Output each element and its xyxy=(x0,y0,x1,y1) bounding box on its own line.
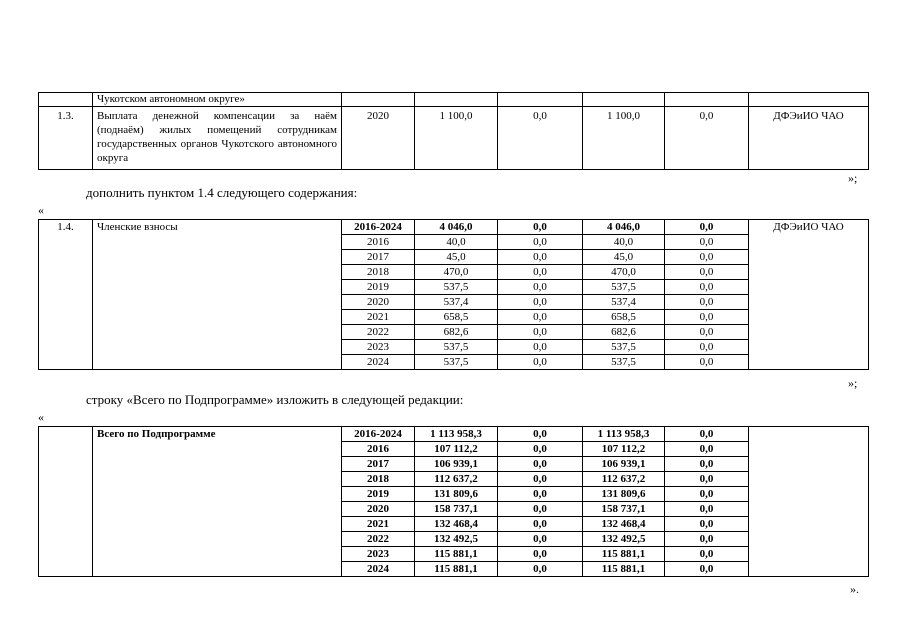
row-year: 2018 xyxy=(342,265,415,280)
row-value-v4: 0,0 xyxy=(665,517,749,532)
row-value-v1: 470,0 xyxy=(415,265,498,280)
row-value-v3: 40,0 xyxy=(583,235,665,250)
paragraph-2: строку «Всего по Подпрограмме» изложить в следующей редакции: xyxy=(86,392,464,407)
row-year: 2017 xyxy=(342,250,415,265)
row-value-v4: 0,0 xyxy=(665,442,749,457)
row-value-v3: 4 046,0 xyxy=(583,220,665,235)
row-value-v2: 0,0 xyxy=(498,547,583,562)
table-row xyxy=(39,427,869,442)
row-value-v3: 537,5 xyxy=(583,280,665,295)
row-value-v4: 0,0 xyxy=(665,280,749,295)
row-value-v1: 106 939,1 xyxy=(415,457,498,472)
row-value-v2: 0,0 xyxy=(498,562,583,577)
row-value-v2: 0,0 xyxy=(498,457,583,472)
row-value-v4: 0,0 xyxy=(665,250,749,265)
row-year: 2020 xyxy=(342,295,415,310)
row-value-v3: 112 637,2 xyxy=(583,472,665,487)
row-value-v3: 45,0 xyxy=(583,250,665,265)
row-value-v2: 0,0 xyxy=(498,220,583,235)
row-year: 2018 xyxy=(342,472,415,487)
paragraph-1: дополнить пунктом 1.4 следующего содержания: xyxy=(86,185,358,200)
row-value-v1: 132 492,5 xyxy=(415,532,498,547)
table-rows-1-3 xyxy=(38,92,869,170)
row-value-v1: 45,0 xyxy=(415,250,498,265)
table-row xyxy=(39,107,869,170)
table-row-1-4 xyxy=(38,219,869,370)
row-value-v4: 0,0 xyxy=(665,265,749,280)
row-year: 2022 xyxy=(342,532,415,547)
row-value-2: 0,0 xyxy=(498,107,583,170)
row-year: 2020 xyxy=(342,502,415,517)
row-value-v2: 0,0 xyxy=(498,532,583,547)
row-value-v1: 537,5 xyxy=(415,355,498,370)
row-value-v1: 40,0 xyxy=(415,235,498,250)
row-value-v1: 537,4 xyxy=(415,295,498,310)
row-value-v2: 0,0 xyxy=(498,472,583,487)
row-value-v1: 132 468,4 xyxy=(415,517,498,532)
row-value-v1: 107 112,2 xyxy=(415,442,498,457)
row-value-v4: 0,0 xyxy=(665,325,749,340)
row-value-v2: 0,0 xyxy=(498,427,583,442)
row-value-v3: 1 113 958,3 xyxy=(583,427,665,442)
row-number: 1.4. xyxy=(39,220,93,370)
row-value-v4: 0,0 xyxy=(665,355,749,370)
row-name: Членские взносы xyxy=(93,220,342,370)
row-value-v2: 0,0 xyxy=(498,517,583,532)
row-value-v4: 0,0 xyxy=(665,427,749,442)
row-executor: ДФЭиИО ЧАО xyxy=(749,220,869,370)
row-value-v1: 658,5 xyxy=(415,310,498,325)
row-value-v2: 0,0 xyxy=(498,295,583,310)
row-value-v4: 0,0 xyxy=(665,340,749,355)
row-value-v3: 658,5 xyxy=(583,310,665,325)
row-year: 2021 xyxy=(342,517,415,532)
row-value-v2: 0,0 xyxy=(498,502,583,517)
row-value-v1: 158 737,1 xyxy=(415,502,498,517)
row-value-v4: 0,0 xyxy=(665,220,749,235)
row-year: 2019 xyxy=(342,280,415,295)
row-value-v4: 0,0 xyxy=(665,295,749,310)
row-value-v1: 1 113 958,3 xyxy=(415,427,498,442)
row-value-v2: 0,0 xyxy=(498,340,583,355)
row-value-v2: 0,0 xyxy=(498,355,583,370)
row-year: 2016 xyxy=(342,235,415,250)
table-row xyxy=(39,220,869,235)
closing-quote-2: »; xyxy=(848,376,858,390)
row-value-v3: 158 737,1 xyxy=(583,502,665,517)
row-year: 2022 xyxy=(342,325,415,340)
row-number xyxy=(39,427,93,577)
row-year: 2016 xyxy=(342,442,415,457)
row-value-v2: 0,0 xyxy=(498,310,583,325)
row-executor xyxy=(749,427,869,577)
row-value-v4: 0,0 xyxy=(665,487,749,502)
row-value-v2: 0,0 xyxy=(498,442,583,457)
row-value-v3: 537,4 xyxy=(583,295,665,310)
row-name: Всего по Подпрограмме xyxy=(93,427,342,577)
row-year: 2016-2024 xyxy=(342,427,415,442)
row-value-total: 1 100,0 xyxy=(415,107,498,170)
row-value-v3: 537,5 xyxy=(583,340,665,355)
row-year: 2017 xyxy=(342,457,415,472)
row-year: 2019 xyxy=(342,487,415,502)
row-year: 2016-2024 xyxy=(342,220,415,235)
row-value-v3: 107 112,2 xyxy=(583,442,665,457)
row-value-v4: 0,0 xyxy=(665,235,749,250)
row-year: 2023 xyxy=(342,340,415,355)
row-value-v3: 132 492,5 xyxy=(583,532,665,547)
row-name: Выплата денежной компенсации за наём (поднаём) жилых помещений сотрудникам государственных органов Чукотского автономного округа xyxy=(93,107,342,170)
row-value-v2: 0,0 xyxy=(498,265,583,280)
row-value-v1: 115 881,1 xyxy=(415,562,498,577)
row-value-v3: 131 809,6 xyxy=(583,487,665,502)
row-value-4: 0,0 xyxy=(665,107,749,170)
row-value-v3: 537,5 xyxy=(583,355,665,370)
row-value-v3: 132 468,4 xyxy=(583,517,665,532)
row-value-v2: 0,0 xyxy=(498,487,583,502)
row-value-v3: 470,0 xyxy=(583,265,665,280)
closing-quote-3: ». xyxy=(850,582,859,596)
row-value-v4: 0,0 xyxy=(665,472,749,487)
closing-quote-1: »; xyxy=(848,171,858,185)
row-value-v2: 0,0 xyxy=(498,235,583,250)
row-number: 1.3. xyxy=(39,107,93,170)
row-value-v3: 115 881,1 xyxy=(583,547,665,562)
row-value-v4: 0,0 xyxy=(665,562,749,577)
row-value-v3: 682,6 xyxy=(583,325,665,340)
row-value-v1: 682,6 xyxy=(415,325,498,340)
row-year: 2024 xyxy=(342,355,415,370)
row-year: 2024 xyxy=(342,562,415,577)
row-year: 2020 xyxy=(342,107,415,170)
row-value-v2: 0,0 xyxy=(498,250,583,265)
table-row xyxy=(39,93,869,107)
row-value-v4: 0,0 xyxy=(665,457,749,472)
row-value-v1: 4 046,0 xyxy=(415,220,498,235)
row-value-3: 1 100,0 xyxy=(583,107,665,170)
prev-row-text: Чукотском автономном округе» xyxy=(93,93,342,107)
row-value-v4: 0,0 xyxy=(665,502,749,517)
row-value-v3: 106 939,1 xyxy=(583,457,665,472)
row-value-v4: 0,0 xyxy=(665,310,749,325)
row-value-v1: 537,5 xyxy=(415,280,498,295)
row-value-v4: 0,0 xyxy=(665,547,749,562)
row-year: 2023 xyxy=(342,547,415,562)
row-value-v3: 115 881,1 xyxy=(583,562,665,577)
row-value-v2: 0,0 xyxy=(498,325,583,340)
table-total xyxy=(38,426,869,577)
row-value-v1: 112 637,2 xyxy=(415,472,498,487)
row-year: 2021 xyxy=(342,310,415,325)
row-value-v2: 0,0 xyxy=(498,280,583,295)
opening-quote-2: « xyxy=(38,410,44,424)
row-value-v1: 115 881,1 xyxy=(415,547,498,562)
row-value-v4: 0,0 xyxy=(665,532,749,547)
row-executor: ДФЭиИО ЧАО xyxy=(749,107,869,170)
opening-quote-1: « xyxy=(38,203,44,217)
row-value-v1: 131 809,6 xyxy=(415,487,498,502)
row-value-v1: 537,5 xyxy=(415,340,498,355)
